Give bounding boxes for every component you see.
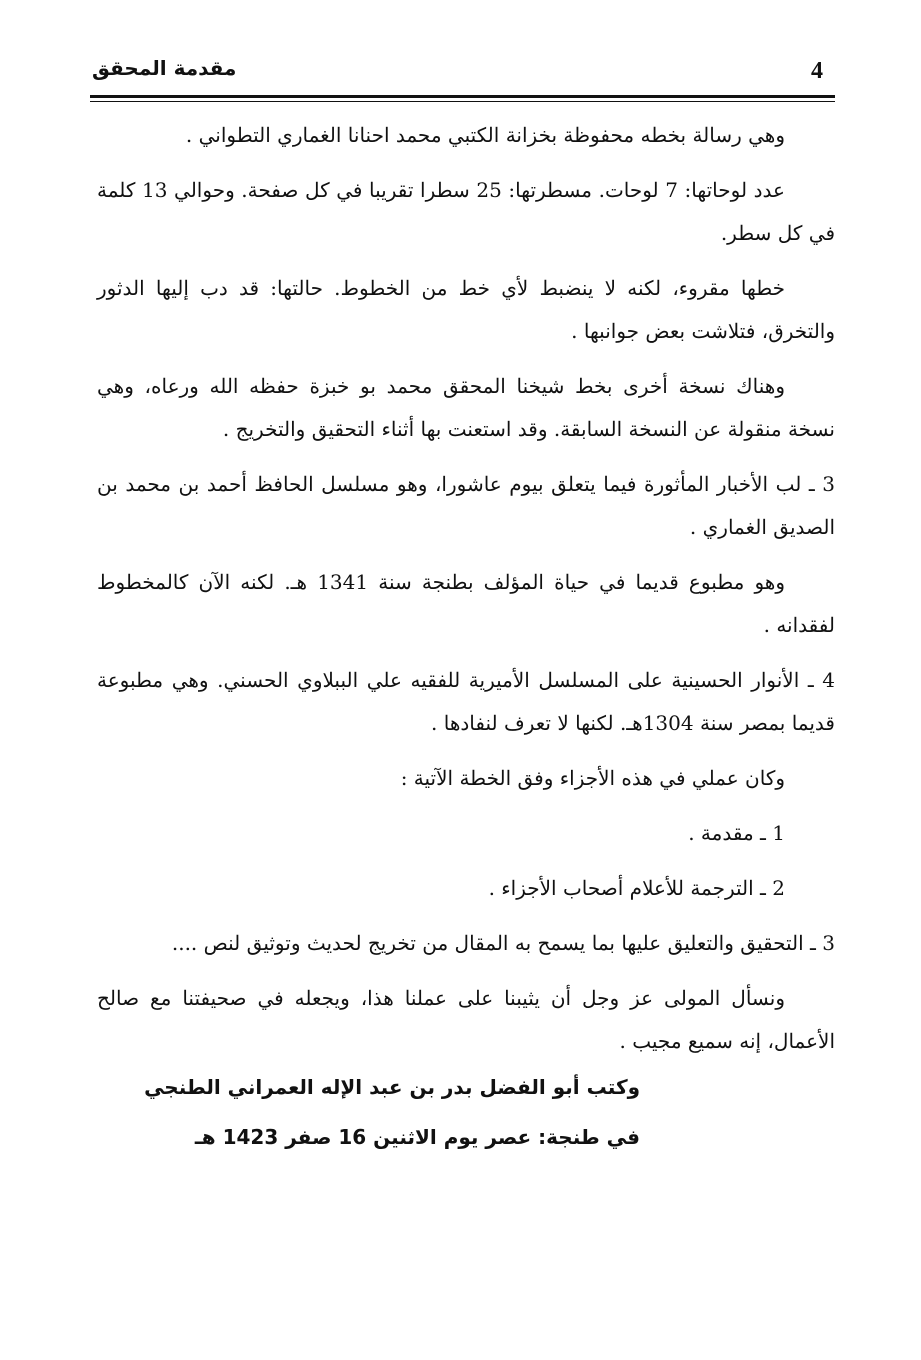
paragraph: وهناك نسخة أخرى بخط شيخنا المحقق محمد بو خبزة حفظه الله ورعاه، وهي نسخة منقولة عن النسخة السابقة. وقد استعنت بها أثناء التحقيق والتخريج .	[97, 374, 835, 441]
page-number: 4	[811, 58, 823, 84]
paragraph: 3 ـ التحقيق والتعليق عليها بما يسمح به المقال من تخريج لحديث وتوثيق لنص ....	[171, 931, 835, 955]
running-title: مقدمة المحقق	[92, 56, 237, 80]
body-text	[97, 114, 835, 1075]
paragraph: ونسأل المولى عز وجل أن يثيبنا على عملنا هذا، ويجعله في صحيفتنا مع صالح الأعمال، إنه سميع مجيب .	[97, 986, 835, 1053]
paragraph: عدد لوحاتها: 7 لوحات. مسطرتها: 25 سطرا تقريبا في كل صفحة. وحوالي 13 كلمة في كل سطر.	[97, 178, 835, 245]
paragraph: 1 ـ مقدمة .	[688, 821, 785, 845]
header-rule-thick	[90, 95, 835, 98]
paragraph: خطها مقروء، لكنه لا ينضبط لأي خط من الخطوط. حالتها: قد دب إليها الدثور والتخرق، فتلاشت بعض جوانبها .	[97, 276, 835, 343]
paragraph: وهي رسالة بخطه محفوظة بخزانة الكتبي محمد احنانا الغماري التطواني .	[185, 123, 785, 147]
paragraph: 2 ـ الترجمة للأعلام أصحاب الأجزاء .	[488, 876, 785, 900]
paragraph: 4 ـ الأنوار الحسينية على المسلسل الأميرية للفقيه علي الببلاوي الحسني. وهي مطبوعة قديما بمصر سنة 1304هـ. لكنها لا تعرف لنفادها .	[97, 668, 835, 735]
paragraph: وكان عملي في هذه الأجزاء وفق الخطة الآتية :	[400, 766, 785, 790]
header-rule-thin	[90, 101, 835, 102]
paragraph: وهو مطبوع قديما في حياة المؤلف بطنجة سنة 1341 هـ. لكنه الآن كالمخطوط لفقدانه .	[97, 570, 835, 637]
signature-author: وكتب أبو الفضل بدر بن عبد الإله العمراني الطنجي	[144, 1075, 640, 1099]
signature-date: في طنجة: عصر يوم الاثنين 16 صفر 1423 هـ	[194, 1125, 640, 1149]
paragraph: 3 ـ لب الأخبار المأثورة فيما يتعلق بيوم عاشورا، وهو مسلسل الحافظ أحمد بن محمد بن الصديق الغماري .	[97, 472, 835, 539]
signature-block	[140, 1062, 640, 1162]
